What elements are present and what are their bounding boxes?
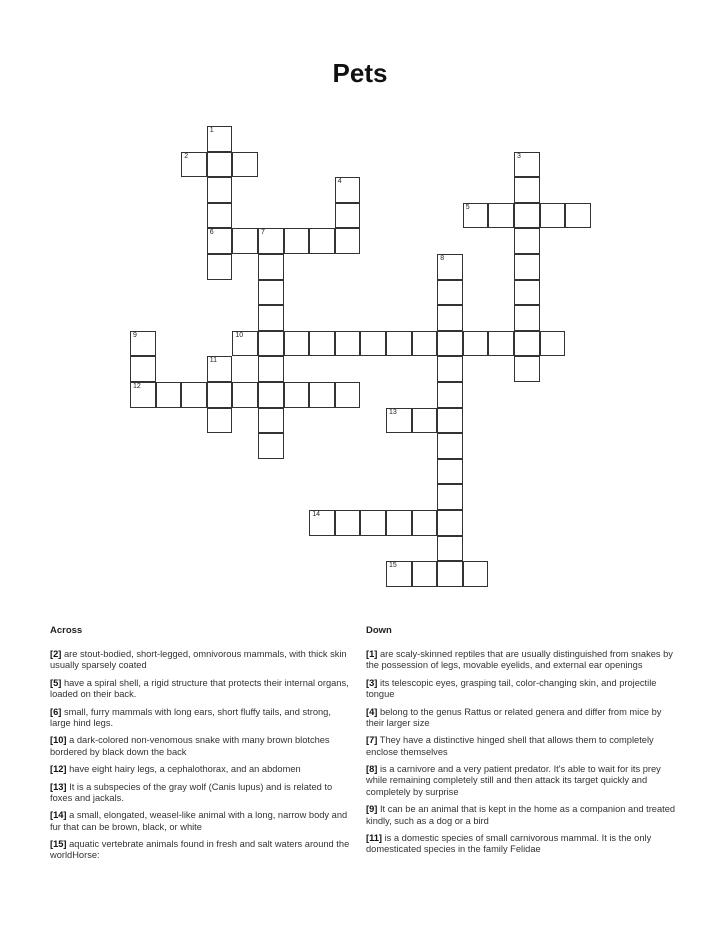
clue-text: is a carnivore and a very patient predator. It's able to wait for its prey while remaining completely still and then attack its target quickly and completely by surprise	[366, 764, 661, 797]
across-clue	[50, 649, 350, 672]
grid-cell[interactable]	[514, 356, 540, 382]
clue-number: 8	[440, 255, 445, 262]
grid-cell[interactable]	[514, 177, 540, 203]
clue-text: It is a subspecies of the gray wolf (Canis lupus) and is related to foxes and jackals.	[50, 781, 333, 803]
clue-label: [8]	[366, 764, 378, 775]
grid-cell[interactable]	[437, 305, 463, 331]
clue-text: belong to the genus Rattus or related genera and differ from mice by their larger size	[366, 706, 662, 728]
clue-number: 4	[337, 178, 342, 186]
grid-cell[interactable]	[258, 382, 284, 408]
grid-cell[interactable]	[437, 536, 463, 562]
grid-cell[interactable]	[437, 280, 463, 306]
grid-cell[interactable]	[181, 152, 207, 178]
grid-cell[interactable]	[335, 177, 361, 203]
clue-text: small, furry mammals with long ears, short fluffy tails, and strong, large hind legs.	[50, 706, 331, 728]
grid-cell[interactable]	[258, 280, 284, 306]
grid-cell[interactable]	[386, 510, 412, 536]
down-clues	[366, 625, 676, 862]
clue-label: [1]	[366, 649, 378, 659]
clue-number: 5	[465, 203, 470, 211]
grid-cell[interactable]	[309, 510, 335, 536]
grid-cell[interactable]	[514, 228, 540, 254]
clue-number: 10	[235, 331, 244, 339]
clue-label: [13]	[50, 781, 67, 792]
across-clue-list	[50, 649, 350, 862]
clue-text: It can be an animal that is kept in the home as a companion and treated kindly, such as a dog or a bird	[366, 804, 676, 826]
grid-cell[interactable]	[360, 331, 386, 357]
clue-number: 6	[209, 229, 214, 237]
grid-cell[interactable]	[335, 203, 361, 229]
across-clue	[50, 735, 350, 758]
clue-number: 3	[517, 152, 521, 160]
grid-cell[interactable]	[207, 177, 233, 203]
clue-text: a small, elongated, weasel-like animal with a long, narrow body and fur that can be brown, black, or white	[50, 810, 348, 832]
grid-cell[interactable]	[335, 228, 361, 254]
clue-label: [9]	[366, 804, 378, 815]
grid-cell[interactable]	[437, 510, 463, 536]
grid-cell[interactable]	[309, 331, 335, 357]
grid-cell[interactable]	[130, 331, 156, 357]
across-clue	[50, 678, 350, 701]
clue-text: a dark-colored non-venomous snake with many brown blotches bordered by black down the back	[50, 735, 330, 757]
grid-cell[interactable]	[207, 152, 233, 178]
down-clue	[366, 707, 676, 730]
grid-cell[interactable]	[284, 382, 310, 408]
down-clue-list	[366, 649, 676, 856]
grid-cell[interactable]	[565, 203, 591, 229]
grid-cell[interactable]	[335, 331, 361, 357]
grid-cell[interactable]	[284, 228, 310, 254]
grid-cell[interactable]	[258, 331, 284, 357]
clue-label: [14]	[50, 810, 67, 821]
clue-text: have eight hairy legs, a cephalothorax, and an abdomen	[66, 764, 301, 775]
grid-cell[interactable]	[488, 203, 514, 229]
clue-text: are scaly-skinned reptiles that are usually distinguished from snakes by the possession of legs, movable eyelids, and external ear openings	[366, 649, 673, 671]
clue-text: have a spiral shell, a rigid structure that protects their internal organs, loaded on their back.	[50, 677, 349, 700]
page-title: Pets	[332, 58, 388, 88]
grid-cell[interactable]	[540, 203, 566, 229]
grid-cell[interactable]	[412, 331, 438, 357]
down-clue	[366, 804, 676, 827]
grid-cell[interactable]	[207, 408, 233, 434]
across-heading: Across	[50, 625, 83, 636]
grid-cell[interactable]	[207, 203, 233, 229]
grid-cell[interactable]	[258, 433, 284, 459]
clue-label: [6]	[50, 706, 62, 717]
grid-cell[interactable]	[258, 305, 284, 331]
grid-cell[interactable]	[309, 382, 335, 408]
clue-label: [11]	[366, 832, 383, 843]
grid-cell[interactable]	[156, 382, 182, 408]
across-clue	[50, 782, 350, 805]
grid-cell[interactable]	[232, 228, 258, 254]
across-clue	[50, 810, 350, 833]
grid-cell[interactable]	[488, 331, 514, 357]
grid-cell[interactable]	[258, 356, 284, 382]
grid-cell[interactable]	[207, 382, 233, 408]
clue-label: [10]	[50, 735, 67, 746]
clue-number: 2	[184, 152, 189, 160]
grid-cell[interactable]	[207, 126, 233, 152]
grid-cell[interactable]	[386, 408, 412, 434]
grid-cell[interactable]	[437, 356, 463, 382]
grid-cell[interactable]	[181, 382, 207, 408]
grid-cell[interactable]	[514, 254, 540, 280]
clue-label: [7]	[366, 735, 378, 746]
grid-cell[interactable]	[514, 280, 540, 306]
grid-cell[interactable]	[437, 433, 463, 459]
across-clue	[50, 839, 350, 862]
clue-text: They have a distinctive hinged shell that allows them to completely enclose themselves	[366, 735, 654, 757]
clue-text: is a domestic species of small carnivorous mammal. It is the only domesticated species in the family Felidae	[366, 832, 652, 855]
grid-cell[interactable]	[540, 331, 566, 357]
down-clue	[366, 735, 676, 758]
down-heading: Down	[366, 625, 392, 636]
grid-cell[interactable]	[437, 331, 463, 357]
clue-number: 12	[133, 383, 141, 390]
across-clue	[50, 764, 350, 775]
clue-label: [2]	[50, 649, 62, 659]
grid-cell[interactable]	[437, 254, 463, 280]
clue-number: 11	[209, 357, 218, 365]
grid-cell[interactable]	[207, 254, 233, 280]
grid-cell[interactable]	[437, 408, 463, 434]
grid-cell[interactable]	[437, 484, 463, 510]
clue-number: 1	[209, 127, 214, 134]
grid-cell[interactable]	[335, 382, 361, 408]
down-clue	[366, 649, 676, 672]
grid-cell[interactable]	[130, 356, 156, 382]
clue-number: 15	[389, 562, 397, 570]
clue-text: aquatic vertebrate animals found in fresh and salt waters around the worldHorse:	[50, 839, 350, 861]
grid-cell[interactable]	[258, 254, 284, 280]
grid-cell[interactable]	[284, 331, 310, 357]
clue-label: [3]	[366, 677, 378, 688]
grid-cell[interactable]	[412, 510, 438, 536]
grid-cell[interactable]	[207, 228, 233, 254]
grid-cell[interactable]	[335, 510, 361, 536]
grid-cell[interactable]	[412, 561, 438, 587]
across-clue	[50, 707, 350, 730]
clue-number: 7	[261, 229, 265, 237]
grid-cell[interactable]	[386, 331, 412, 357]
clue-text: are stout-bodied, short-legged, omnivorous mammals, with thick skin usually sparsely coated	[50, 649, 347, 671]
clue-label: [15]	[50, 839, 67, 850]
grid-cell[interactable]	[360, 510, 386, 536]
grid-cell[interactable]	[207, 356, 233, 382]
grid-cell[interactable]	[514, 331, 540, 357]
grid-cell[interactable]	[463, 203, 489, 229]
clue-number: 9	[133, 331, 137, 339]
grid-cell[interactable]	[437, 459, 463, 485]
clue-text: its telescopic eyes, grasping tail, color-changing skin, and projectile tongue	[366, 677, 657, 700]
grid-cell[interactable]	[437, 382, 463, 408]
grid-cell[interactable]	[463, 561, 489, 587]
grid-cell[interactable]	[232, 331, 258, 357]
clue-label: [4]	[366, 706, 378, 717]
grid-cell[interactable]	[309, 228, 335, 254]
grid-cell[interactable]	[258, 408, 284, 434]
clue-label: [5]	[50, 677, 62, 688]
down-clue	[366, 764, 676, 798]
grid-cell[interactable]	[514, 203, 540, 229]
grid-cell[interactable]	[412, 408, 438, 434]
grid-cell[interactable]	[130, 382, 156, 408]
clue-number: 14	[312, 511, 320, 518]
grid-cell[interactable]	[232, 152, 258, 178]
grid-cell[interactable]	[232, 382, 258, 408]
grid-cell[interactable]	[437, 561, 463, 587]
grid-cell[interactable]	[514, 305, 540, 331]
across-clues	[50, 625, 350, 868]
clue-label: [12]	[50, 764, 67, 775]
clue-number: 13	[389, 408, 397, 416]
grid-cell[interactable]	[463, 331, 489, 357]
down-clue	[366, 678, 676, 701]
grid-cell[interactable]	[258, 228, 284, 254]
down-clue	[366, 833, 676, 856]
grid-cell[interactable]	[386, 561, 412, 587]
grid-cell[interactable]	[514, 152, 540, 178]
